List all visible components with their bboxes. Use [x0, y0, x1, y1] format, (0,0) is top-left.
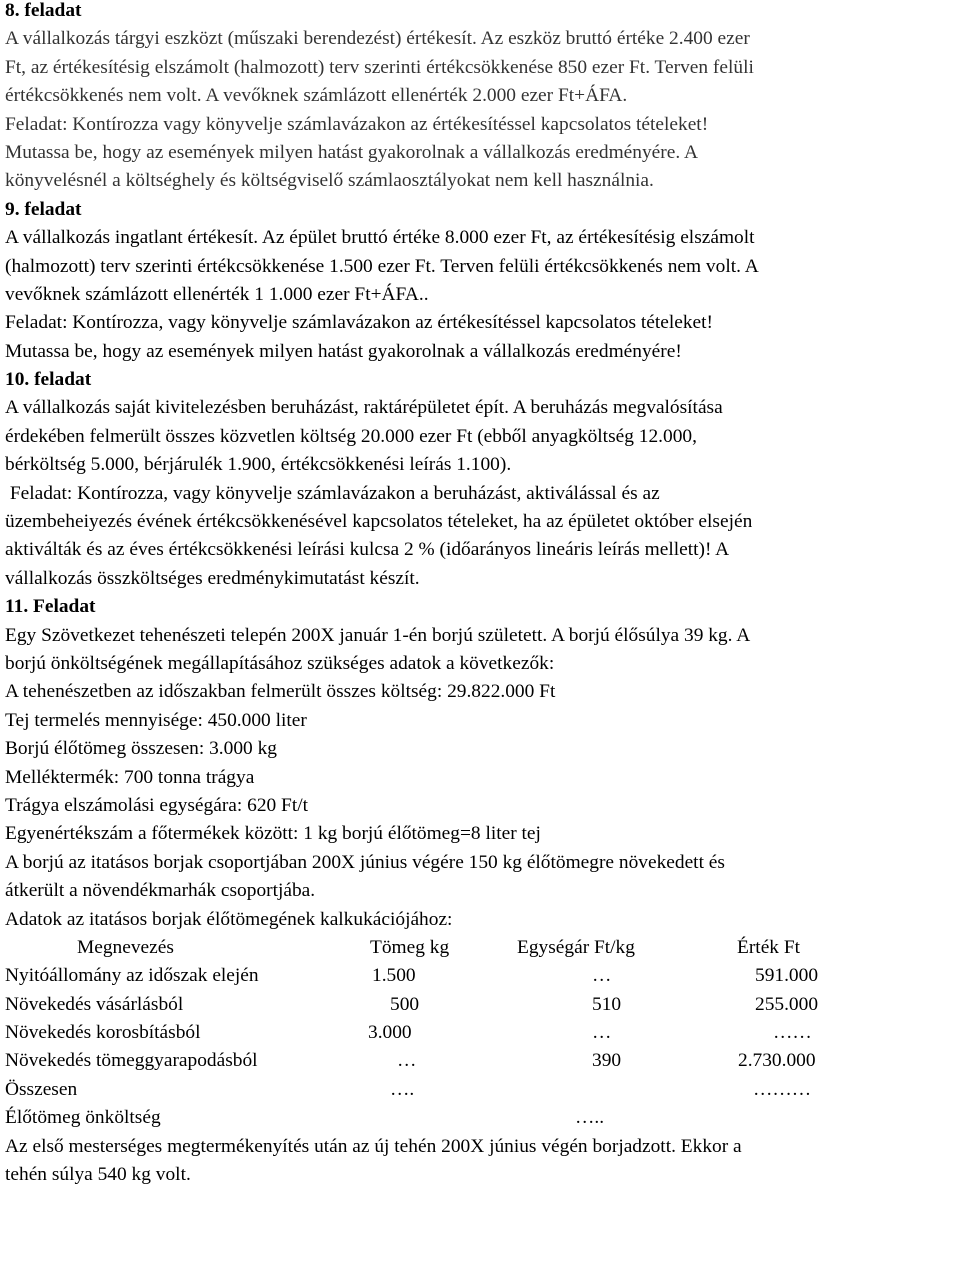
row-value: 591.000	[755, 965, 819, 987]
task8-line: értékcsökkenés nem volt. A vevőknek számlázott ellenérték 2.000 ezer Ft+ÁFA.	[5, 85, 628, 107]
task11-line: Egy Szövetkezet tehenészeti telepén 200X január 1-én borjú született. A borjú élősúlya 39 kg. A	[5, 624, 751, 646]
header-ertek: Érték Ft	[737, 936, 801, 958]
task9-line: A vállalkozás ingatlant értékesít. Az épület bruttó értéke 8.000 ezer Ft, az értékesítésig elszámolt	[5, 227, 755, 249]
task9-line: (halmozott) terv szerinti értékcsökkenése 1.500 ezer Ft. Terven felüli értékcsökkenés nem volt. A	[5, 255, 759, 277]
task10-line: A vállalkozás saját kivitelezésben beruházást, raktárépületet épít. A beruházás megvalósítása	[5, 397, 723, 419]
row-label: Növekedés korosbításból	[5, 1022, 201, 1044]
task11-line: A tehenészetben az időszakban felmerült összes költség: 29.822.000 Ft	[5, 681, 556, 703]
table-row	[5, 1047, 955, 1075]
table-row	[5, 1104, 955, 1132]
row-unit-price: 390	[592, 1050, 622, 1072]
task8-heading: 8. feladat	[5, 0, 82, 21]
task11-heading: 11. Feladat	[5, 596, 96, 618]
row-unit-price: …	[592, 1022, 612, 1044]
row-unit-price: …..	[575, 1107, 605, 1129]
task8-line: A vállalkozás tárgyi eszközt (műszaki berendezést) értékesít. Az eszköz bruttó értéke 2.400 ezer	[5, 28, 750, 50]
task9-line: vevőknek számlázott ellenérték 1 1.000 ezer Ft+ÁFA..	[5, 283, 429, 305]
task11-line: Trágya elszámolási egységára: 620 Ft/t	[5, 794, 309, 816]
table-row	[5, 1076, 955, 1104]
header-tomeg: Tömeg kg	[370, 936, 450, 958]
task11-line: Egyenértékszám a főtermékek között: 1 kg borjú élőtömeg=8 liter tej	[5, 823, 541, 845]
row-mass: …	[397, 1050, 417, 1072]
task11-line: Adatok az itatásos borjak élőtömegének kalkukációjához:	[5, 908, 453, 930]
task11-line: A borjú az itatásos borjak csoportjában 200X június végére 150 kg élőtömegre növekedett és	[5, 851, 725, 873]
task10-line: Feladat: Kontírozza, vagy könyvelje számlavázakon a beruházást, aktiválással és az	[5, 482, 660, 504]
row-value: 2.730.000	[738, 1050, 816, 1072]
task11-closing-line: tehén súlya 540 kg volt.	[5, 1164, 191, 1186]
task8-line: Ft, az értékesítésig elszámolt (halmozott) terv szerinti értékcsökkenése 850 ezer Ft. Terven felüli	[5, 56, 754, 78]
task10-line: érdekében felmerült összes közvetlen költség 20.000 ezer Ft (ebből anyagköltség 12.000,	[5, 425, 697, 447]
table-row	[5, 1019, 955, 1047]
table-row	[5, 962, 955, 990]
row-mass: ….	[390, 1078, 415, 1100]
task11-closing-line: Az első mesterséges megtermékenyítés után az új tehén 200X június végén borjadzott. Ekkor a	[5, 1135, 742, 1157]
task9-line: Feladat: Kontírozza, vagy könyvelje számlavázakon az értékesítéssel kapcsolatos tételeket!	[5, 312, 714, 334]
task11-line: Melléktermék: 700 tonna trágya	[5, 766, 255, 788]
row-label: Élőtömeg önköltség	[5, 1107, 161, 1129]
document-page	[5, 0, 955, 1189]
row-label: Nyitóállomány az időszak elején	[5, 965, 259, 987]
row-unit-price: 510	[592, 993, 622, 1015]
task11-line: Borjú élőtömeg összesen: 3.000 kg	[5, 738, 277, 760]
task8-line: Mutassa be, hogy az események milyen hatást gyakorolnak a vállalkozás eredményére. A	[5, 141, 698, 163]
task9-line: Mutassa be, hogy az események milyen hatást gyakorolnak a vállalkozás eredményére!	[5, 340, 682, 362]
row-label: Növekedés tömeggyarapodásból	[5, 1050, 258, 1072]
row-value: ……	[773, 1022, 812, 1044]
task8-line: Feladat: Kontírozza vagy könyvelje számlavázakon az értékesítéssel kapcsolatos tételeket!	[5, 113, 709, 135]
task10-line: bérköltség 5.000, bérjárulék 1.900, értékcsökkenési leírás 1.100).	[5, 454, 512, 476]
task10-line: vállalkozás összköltséges eredménykimutatást készít.	[5, 567, 420, 589]
task11-line: borjú önköltségének megállapításához szükséges adatok a következők:	[5, 652, 555, 674]
task8-line: könyvelésnél a költséghely és költségviselő számlaosztályokat nem kell használnia.	[5, 170, 654, 192]
calc-table-header	[5, 934, 955, 962]
task11-line: Tej termelés mennyisége: 450.000 liter	[5, 709, 307, 731]
row-mass: 500	[390, 993, 420, 1015]
table-row	[5, 991, 955, 1019]
row-label: Növekedés vásárlásból	[5, 993, 184, 1015]
task9-heading: 9. feladat	[5, 198, 82, 220]
row-value: 255.000	[755, 993, 819, 1015]
row-value: ………	[753, 1078, 812, 1100]
task11-line: átkerült a növendékmarhák csoportjába.	[5, 880, 316, 902]
task10-line: üzembeheiyezés évének értékcsökkenésével kapcsolatos tételeket, ha az épületet október elsején	[5, 511, 753, 533]
header-megnevezes: Megnevezés	[77, 936, 174, 958]
row-unit-price: …	[592, 965, 612, 987]
header-egysegar: Egységár Ft/kg	[517, 936, 635, 958]
task10-heading: 10. feladat	[5, 369, 92, 391]
row-mass: 1.500	[372, 965, 416, 987]
row-mass: 3.000	[368, 1022, 412, 1044]
task10-line: aktiválták és az éves értékcsökkenési leírási kulcsa 2 % (időarányos lineáris leírás mellett)! A	[5, 539, 730, 561]
row-label: Összesen	[5, 1078, 78, 1100]
